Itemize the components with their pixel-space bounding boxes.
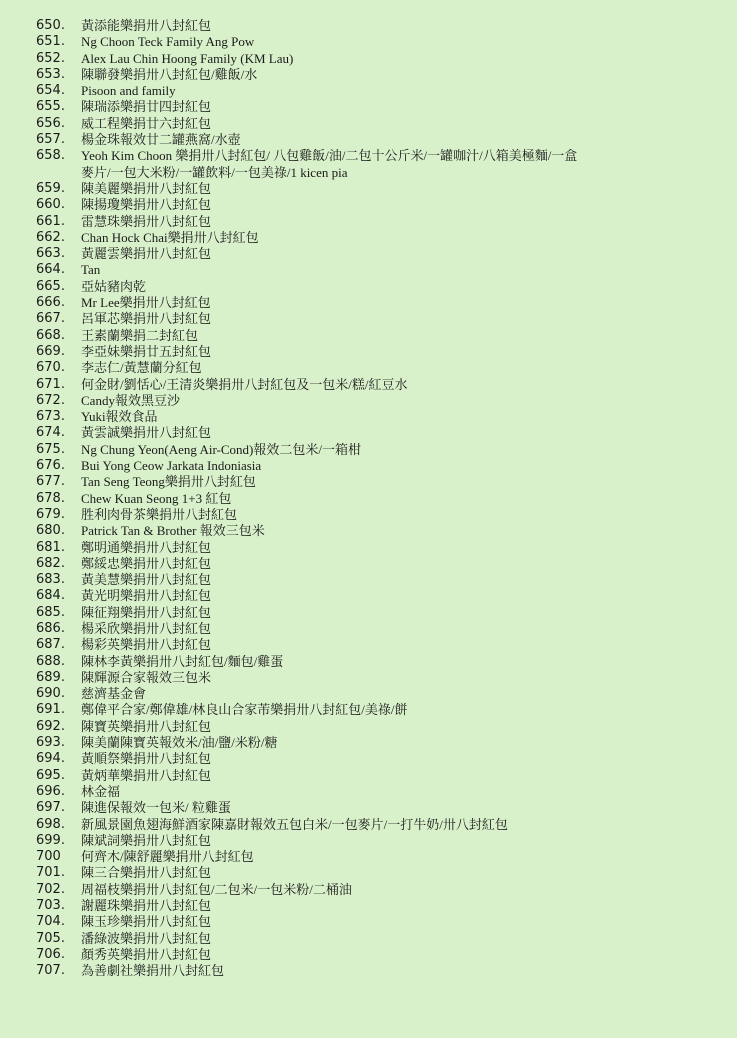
entry-number: 696. bbox=[36, 783, 65, 799]
entry-text: Mr Lee樂捐卅八封紅包 bbox=[81, 295, 211, 311]
entry-number: 699. bbox=[36, 832, 65, 848]
list-item bbox=[36, 214, 726, 230]
entry-row bbox=[36, 800, 726, 816]
entry-text: 黃美慧樂捐卅八封紅包 bbox=[81, 572, 212, 588]
entry-text: Yuki報效食品 bbox=[81, 409, 158, 425]
entry-number: 695. bbox=[36, 767, 65, 783]
entry-number: 658. bbox=[36, 148, 65, 164]
entry-number: 651. bbox=[36, 34, 65, 50]
list-item bbox=[36, 702, 726, 718]
entry-text: 楊采欣樂捐卅八封紅包 bbox=[81, 620, 212, 636]
entry-row bbox=[36, 344, 726, 360]
entry-text: 陳聯發樂捐卅八封紅包/雞飯/水 bbox=[81, 66, 258, 82]
entry-row bbox=[36, 474, 726, 490]
list-item bbox=[36, 686, 726, 702]
entry-row bbox=[36, 588, 726, 604]
entry-text: Pisoon and family bbox=[81, 83, 176, 99]
entry-text: 黃順祭樂捐卅八封紅包 bbox=[81, 751, 212, 767]
list-item bbox=[36, 621, 726, 637]
list-item bbox=[36, 817, 726, 833]
entry-number: 702. bbox=[36, 881, 65, 897]
entry-number: 661. bbox=[36, 213, 65, 229]
entry-number: 684. bbox=[36, 588, 65, 604]
entry-text: 鄭明通樂捐卅八封紅包 bbox=[81, 539, 212, 555]
entry-text: 林金福 bbox=[81, 783, 121, 799]
donation-list bbox=[36, 18, 726, 980]
entry-text: 陳美蘭陳寶英報效米/油/鹽/米粉/糖 bbox=[81, 735, 278, 751]
entry-row bbox=[36, 99, 726, 115]
entry-number: 675. bbox=[36, 441, 65, 457]
entry-number: 681. bbox=[36, 539, 65, 555]
list-item bbox=[36, 768, 726, 784]
entry-text: Alex Lau Chin Hoong Family (KM Lau) bbox=[81, 50, 294, 66]
list-item bbox=[36, 947, 726, 963]
entry-text: Tan Seng Teong樂捐卅八封紅包 bbox=[81, 474, 256, 490]
entry-text: 陳征翔樂捐卅八封紅包 bbox=[81, 604, 212, 620]
entry-number: 691. bbox=[36, 702, 65, 718]
entry-row bbox=[36, 931, 726, 947]
entry-row bbox=[36, 311, 726, 327]
entry-number: 682. bbox=[36, 555, 65, 571]
entry-text: 陳三合樂捐卅八封紅包 bbox=[81, 865, 212, 881]
entry-number: 698. bbox=[36, 816, 65, 832]
list-item bbox=[36, 262, 726, 278]
entry-row bbox=[36, 637, 726, 653]
entry-row bbox=[36, 328, 726, 344]
entry-text: 謝麗珠樂捐卅八封紅包 bbox=[81, 898, 212, 914]
entry-number: 670. bbox=[36, 360, 65, 376]
entry-text: 何金財/劉恬心/王清炎樂捐卅八封紅包及一包米/糕/紅豆水 bbox=[81, 376, 408, 392]
entry-text: 為善劇社樂捐卅八封紅包 bbox=[81, 963, 225, 979]
entry-row bbox=[36, 295, 726, 311]
list-item bbox=[36, 751, 726, 767]
entry-text: 鄭偉平合家/鄭偉雄/林良山合家芾樂捐卅八封紅包/美祿/餅 bbox=[81, 702, 408, 718]
entry-row bbox=[36, 425, 726, 441]
entry-number: 690. bbox=[36, 686, 65, 702]
entry-row bbox=[36, 181, 726, 197]
entry-text: Chew Kuan Seong 1+3 紅包 bbox=[81, 490, 232, 506]
entry-text: 顏秀英樂捐卅八封紅包 bbox=[81, 946, 212, 962]
list-item bbox=[36, 654, 726, 670]
entry-row bbox=[36, 914, 726, 930]
list-item bbox=[36, 230, 726, 246]
entry-row bbox=[36, 442, 726, 458]
list-item bbox=[36, 279, 726, 295]
list-item bbox=[36, 572, 726, 588]
entry-number: 672. bbox=[36, 392, 65, 408]
entry-row bbox=[36, 197, 726, 213]
entry-text: 黃雲誠樂捐卅八封紅包 bbox=[81, 425, 212, 441]
entry-text: 潘綠波樂捐卅八封紅包 bbox=[81, 930, 212, 946]
list-item bbox=[36, 295, 726, 311]
list-item bbox=[36, 963, 726, 979]
entry-text: 陳斌詞樂捐卅八封紅包 bbox=[81, 832, 212, 848]
list-item bbox=[36, 442, 726, 458]
list-item bbox=[36, 181, 726, 197]
entry-number: 657. bbox=[36, 132, 65, 148]
entry-row bbox=[36, 377, 726, 393]
entry-row bbox=[36, 262, 726, 278]
entry-number: 685. bbox=[36, 604, 65, 620]
entry-row bbox=[36, 132, 726, 148]
list-item bbox=[36, 393, 726, 409]
entry-row bbox=[36, 409, 726, 425]
entry-number: 693. bbox=[36, 735, 65, 751]
list-item bbox=[36, 197, 726, 213]
entry-row bbox=[36, 849, 726, 865]
list-item bbox=[36, 148, 726, 181]
list-item bbox=[36, 344, 726, 360]
entry-number: 667. bbox=[36, 311, 65, 327]
entry-text: Ng Chung Yeon(Aeng Air-Cond)報效二包米/一箱柑 bbox=[81, 441, 361, 457]
entry-text: 何齊木/陳舒麗樂捐卅八封紅包 bbox=[81, 849, 254, 865]
entry-row bbox=[36, 670, 726, 686]
list-item bbox=[36, 914, 726, 930]
entry-text: 李亞妹樂捐廿五封紅包 bbox=[81, 343, 212, 359]
list-item bbox=[36, 116, 726, 132]
list-item bbox=[36, 360, 726, 376]
entry-row bbox=[36, 768, 726, 784]
entry-text: Bui Yong Ceow Jarkata Indoniasia bbox=[81, 458, 262, 474]
entry-number: 679. bbox=[36, 506, 65, 522]
list-item bbox=[36, 491, 726, 507]
entry-number: 694. bbox=[36, 751, 65, 767]
entry-number: 673. bbox=[36, 409, 65, 425]
list-item bbox=[36, 833, 726, 849]
entry-continuation: 麥片/一包大米粉/一罐飲料/一包美祿/1 kicen pia bbox=[81, 164, 348, 180]
entry-row bbox=[36, 882, 726, 898]
list-item bbox=[36, 637, 726, 653]
list-item bbox=[36, 882, 726, 898]
list-item bbox=[36, 540, 726, 556]
entry-row bbox=[36, 817, 726, 833]
entry-text: 王素蘭樂捐二封紅包 bbox=[81, 327, 199, 343]
entry-text: 陳美麗樂捐卅八封紅包 bbox=[81, 180, 212, 196]
entry-number: 676. bbox=[36, 458, 65, 474]
list-item bbox=[36, 784, 726, 800]
list-item bbox=[36, 523, 726, 539]
entry-number: 689. bbox=[36, 669, 65, 685]
entry-text: 陳林李黃樂捐卅八封紅包/麵包/雞蛋 bbox=[81, 653, 284, 669]
entry-text: Yeoh Kim Choon 樂捐卅八封紅包/ 八包雞飯/油/二包十公斤米/一罐咖汁/八箱美極麵/一盒 bbox=[81, 148, 578, 164]
list-item bbox=[36, 931, 726, 947]
list-item bbox=[36, 328, 726, 344]
entry-row bbox=[36, 393, 726, 409]
entry-number: 704. bbox=[36, 914, 65, 930]
list-item bbox=[36, 474, 726, 490]
entry-number: 652. bbox=[36, 50, 65, 66]
entry-row bbox=[36, 18, 726, 34]
entry-number: 660. bbox=[36, 197, 65, 213]
entry-row bbox=[36, 214, 726, 230]
entry-number: 664. bbox=[36, 262, 65, 278]
entry-number: 677. bbox=[36, 474, 65, 490]
entry-number: 683. bbox=[36, 572, 65, 588]
entry-row bbox=[36, 898, 726, 914]
list-item bbox=[36, 246, 726, 262]
entry-text: 楊金珠報效廿二罐燕窩/水壺 bbox=[81, 132, 241, 148]
entry-row bbox=[36, 735, 726, 751]
entry-number: 671. bbox=[36, 376, 65, 392]
entry-text: 楊彩英樂捐卅八封紅包 bbox=[81, 637, 212, 653]
entry-text: 胜利肉骨茶樂捐卅八封紅包 bbox=[81, 506, 238, 522]
list-item bbox=[36, 898, 726, 914]
entry-text: 雷慧珠樂捐卅八封紅包 bbox=[81, 213, 212, 229]
entry-text: 威工程樂捐廿六封紅包 bbox=[81, 115, 212, 131]
entry-row bbox=[36, 833, 726, 849]
entry-number: 700 bbox=[36, 849, 61, 865]
entry-row bbox=[36, 51, 726, 67]
entry-row bbox=[36, 279, 726, 295]
entry-number: 707. bbox=[36, 963, 65, 979]
list-item bbox=[36, 51, 726, 67]
entry-text: 黃添能樂捐卅八封紅包 bbox=[81, 18, 212, 33]
entry-row bbox=[36, 540, 726, 556]
list-item bbox=[36, 83, 726, 99]
entry-row bbox=[36, 83, 726, 99]
entry-number: 705. bbox=[36, 930, 65, 946]
list-item bbox=[36, 409, 726, 425]
entry-text: Chan Hock Chai樂捐卅八封紅包 bbox=[81, 229, 259, 245]
entry-number: 659. bbox=[36, 180, 65, 196]
list-item bbox=[36, 458, 726, 474]
entry-text: Ng Choon Teck Family Ang Pow bbox=[81, 34, 255, 50]
list-item bbox=[36, 67, 726, 83]
entry-row bbox=[36, 719, 726, 735]
entry-text: 陳玉珍樂捐卅八封紅包 bbox=[81, 914, 212, 930]
entry-row bbox=[36, 246, 726, 262]
entry-number: 697. bbox=[36, 800, 65, 816]
list-item bbox=[36, 735, 726, 751]
entry-row bbox=[36, 621, 726, 637]
entry-number: 665. bbox=[36, 278, 65, 294]
entry-number: 653. bbox=[36, 66, 65, 82]
list-item bbox=[36, 425, 726, 441]
entry-number: 688. bbox=[36, 653, 65, 669]
list-item bbox=[36, 132, 726, 148]
entry-text: 陳輝源合家報效三包米 bbox=[81, 669, 212, 685]
entry-number: 663. bbox=[36, 246, 65, 262]
entry-number: 706. bbox=[36, 946, 65, 962]
list-item bbox=[36, 507, 726, 523]
entry-row bbox=[36, 572, 726, 588]
entry-row bbox=[36, 686, 726, 702]
list-item bbox=[36, 311, 726, 327]
entry-text: Candy報效黑豆沙 bbox=[81, 392, 180, 408]
list-item bbox=[36, 605, 726, 621]
entry-row bbox=[36, 865, 726, 881]
entry-number: 669. bbox=[36, 343, 65, 359]
entry-row bbox=[36, 148, 726, 164]
entry-text: 呂軍芯樂捐卅八封紅包 bbox=[81, 311, 212, 327]
entry-text: 陳揚瓊樂捐卅八封紅包 bbox=[81, 197, 212, 213]
entry-text: 李志仁/黃慧蘭分紅包 bbox=[81, 360, 202, 376]
entry-text: Tan bbox=[81, 262, 101, 278]
entry-text: 慈濟基金會 bbox=[81, 686, 147, 702]
entry-row bbox=[36, 116, 726, 132]
entry-row bbox=[36, 784, 726, 800]
entry-text: 黃光明樂捐卅八封紅包 bbox=[81, 588, 212, 604]
entry-number: 650. bbox=[36, 18, 65, 33]
entry-text: Patrick Tan & Brother 報效三包米 bbox=[81, 523, 265, 539]
list-item bbox=[36, 588, 726, 604]
entry-text: 周福枝樂捐卅八封紅包/二包米/一包米粉/二桶油 bbox=[81, 881, 352, 897]
entry-text: 亞姑豬肉乾 bbox=[81, 278, 147, 294]
entry-number: 654. bbox=[36, 83, 65, 99]
entry-row bbox=[36, 702, 726, 718]
entry-number: 656. bbox=[36, 115, 65, 131]
entry-row bbox=[36, 605, 726, 621]
entry-number: 662. bbox=[36, 229, 65, 245]
entry-row bbox=[36, 230, 726, 246]
entry-text: 陳寶英樂捐卅八封紅包 bbox=[81, 718, 212, 734]
entry-row bbox=[36, 751, 726, 767]
entry-number: 692. bbox=[36, 718, 65, 734]
list-item bbox=[36, 865, 726, 881]
entry-number: 666. bbox=[36, 295, 65, 311]
entry-number: 686. bbox=[36, 620, 65, 636]
entry-row bbox=[36, 654, 726, 670]
list-item bbox=[36, 556, 726, 572]
list-item bbox=[36, 99, 726, 115]
entry-number: 701. bbox=[36, 865, 65, 881]
entry-number: 674. bbox=[36, 425, 65, 441]
list-item bbox=[36, 800, 726, 816]
entry-row bbox=[36, 34, 726, 50]
entry-number: 703. bbox=[36, 898, 65, 914]
entry-row bbox=[36, 947, 726, 963]
list-item bbox=[36, 18, 726, 34]
list-item bbox=[36, 34, 726, 50]
list-item bbox=[36, 377, 726, 393]
entry-text: 鄭綏忠樂捐卅八封紅包 bbox=[81, 555, 212, 571]
entry-row bbox=[36, 67, 726, 83]
entry-text: 陳瑞添樂捐廿四封紅包 bbox=[81, 99, 212, 115]
entry-number: 655. bbox=[36, 99, 65, 115]
entry-text: 陳進保報效一包米/ 粒雞蛋 bbox=[81, 800, 231, 816]
entry-row bbox=[36, 458, 726, 474]
entry-row bbox=[36, 360, 726, 376]
entry-row bbox=[36, 523, 726, 539]
list-item bbox=[36, 670, 726, 686]
entry-text: 新風景園魚翅海鮮酒家陳嘉財報效五包白米/一包麥片/一打牛奶/卅八封紅包 bbox=[81, 816, 508, 832]
list-item bbox=[36, 849, 726, 865]
entry-number: 687. bbox=[36, 637, 65, 653]
entry-number: 678. bbox=[36, 490, 65, 506]
list-item bbox=[36, 719, 726, 735]
entry-number: 668. bbox=[36, 327, 65, 343]
entry-row bbox=[36, 491, 726, 507]
entry-row bbox=[36, 507, 726, 523]
entry-row bbox=[36, 963, 726, 979]
entry-text: 黃炳華樂捐卅八封紅包 bbox=[81, 767, 212, 783]
entry-row bbox=[36, 556, 726, 572]
entry-number: 680. bbox=[36, 523, 65, 539]
entry-text: 黃麗雲樂捐卅八封紅包 bbox=[81, 246, 212, 262]
